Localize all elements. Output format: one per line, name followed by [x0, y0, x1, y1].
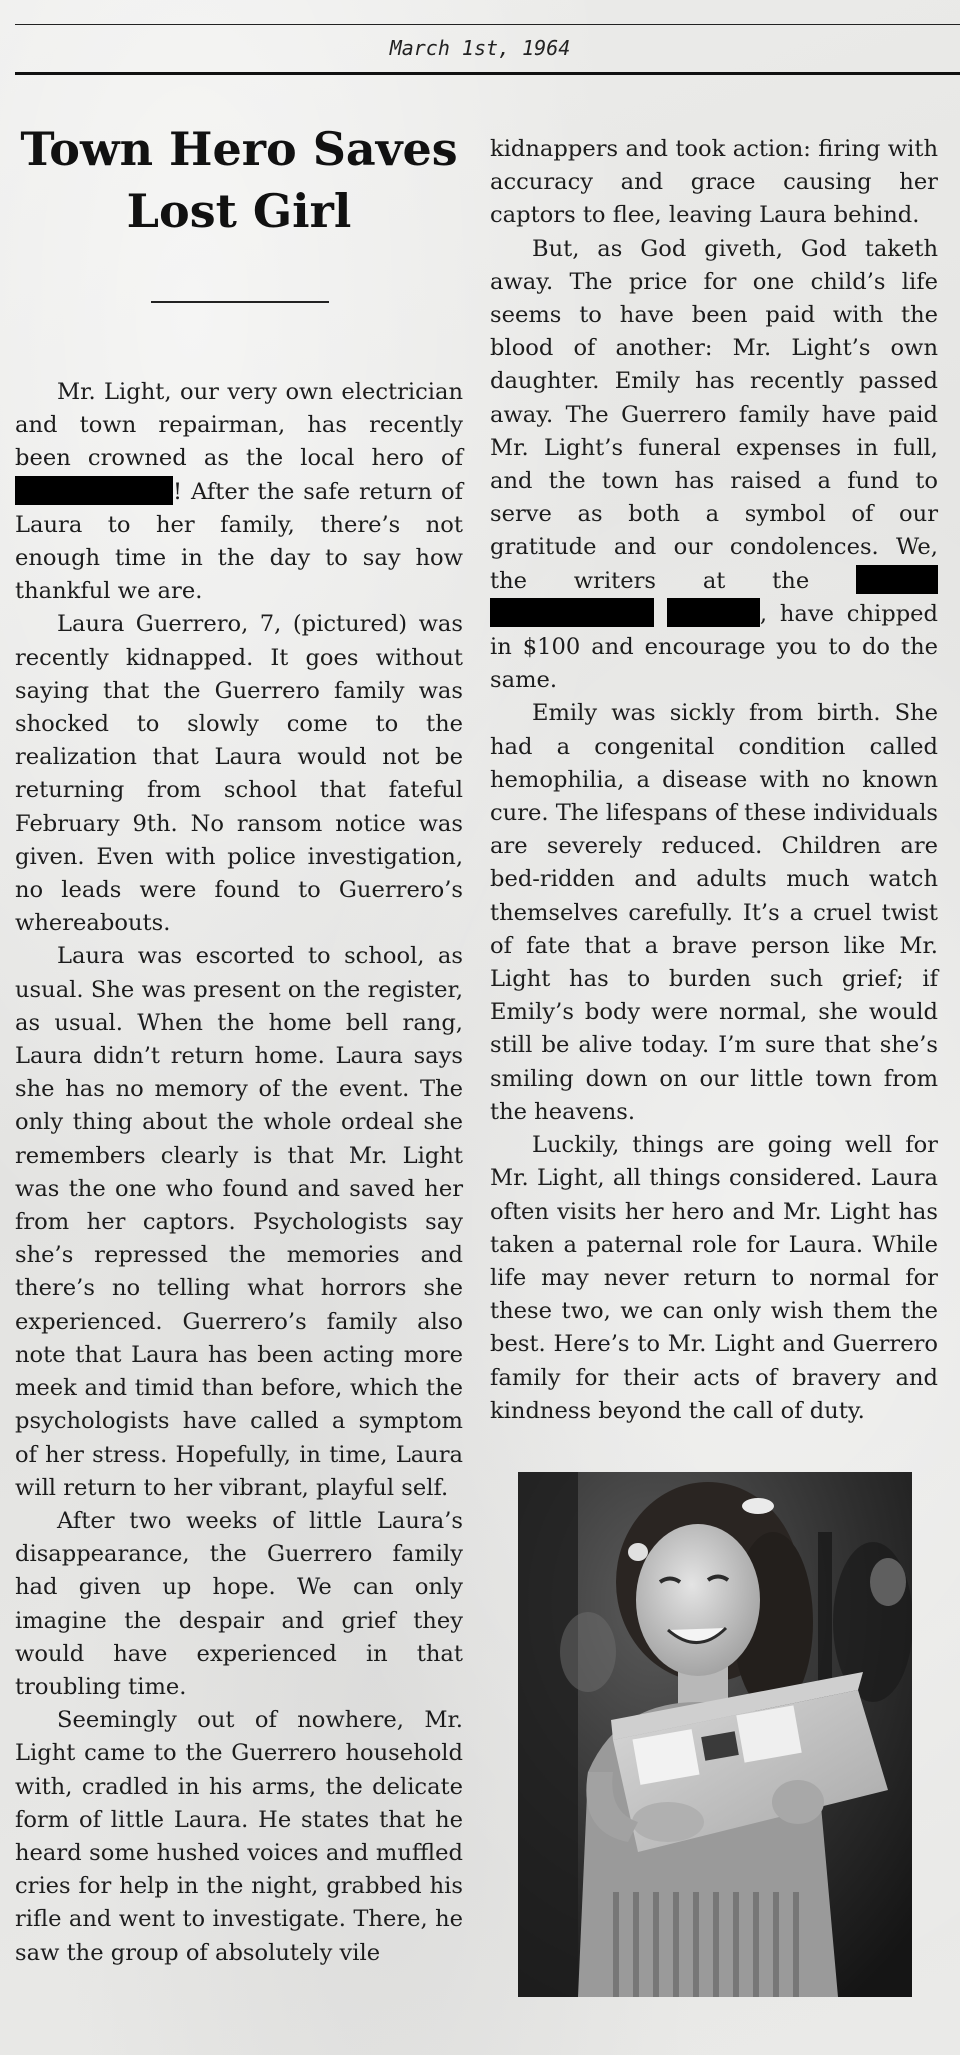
article-column-right: [490, 133, 938, 1428]
paragraph-1-part-a: Mr. Light, our very own electrician and town repairman, has recently been crowned as the local hero of: [15, 379, 463, 472]
article-paragraph-4: After two weeks of little Laura’s disappearance, the Guerrero family had given up hope. We can only imagine the despair and grief they would have experienced in that troubling time.: [15, 1507, 463, 1700]
redaction-bar: [856, 565, 938, 594]
article-paragraph-7: Emily was sickly from birth. She had a congenital condition called hemophilia, a disease with no known cure. The lifespans of these individuals are severely reduced. Children are bed-ridden and adults much watch themselves carefully. It’s a cruel twist of fate that a brave person like Mr. Light has to burden such grief; if Emily’s body were normal, she would still be alive today. I’m sure that she’s smiling down on our little town from the heavens.: [490, 700, 939, 1125]
article-paragraph-2: Laura Guerrero, 7, (pictured) was recently kidnapped. It goes without saying that the Guerrero family was shocked to slowly come to the realization that Laura would not be returning from school that fateful February 9th. No ransom notice was given. Even with police investigation, no leads were found to Guerrero’s whereabouts.: [15, 611, 463, 937]
article-paragraph-5-continued: kidnappers and took action: firing with accuracy and grace causing her captors to flee, leaving Laura behind.: [490, 136, 938, 229]
dateline: March 1st, 1964: [389, 36, 571, 60]
masthead-rule: [15, 72, 960, 75]
redaction-bar: [15, 476, 173, 505]
paragraph-6-part-a: But, as God giveth, God taketh away. The price for one child’s life seems to have been paid with the blood of another: Mr. Light’s own daughter. Emily has recently passed away. The Guerrero family have paid Mr. Light’s funeral expenses in full, and the town has raised a fund to serve as both a symbol of our gratitude and our condolences. We, the writers at the: [490, 235, 938, 594]
photo-of-laura: [518, 1472, 912, 1997]
headline: Town Hero Saves Lost Girl: [20, 122, 458, 238]
photo-illustration: [518, 1472, 912, 1997]
paragraph-1-part-b: ! After the safe return of Laura to her family, there’s not enough time in the day to say how thankful we are.: [15, 478, 463, 605]
article-paragraph-6: [490, 233, 938, 698]
headline-divider: [151, 301, 329, 303]
article-paragraph-5: Seemingly out of nowhere, Mr. Light came to the Guerrero household with, cradled in his arms, the delicate form of little Laura. He states that he heard some hushed voices and muffled cries for help in the night, grabbed his rifle and went to investigate. There, he saw the group of absolutely vile: [15, 1707, 463, 1966]
article-column-left: [15, 376, 463, 1970]
article-paragraph-8: Luckily, things are going well for Mr. Light, all things considered. Laura often visits her hero and Mr. Light has taken a paternal role for Laura. While life may never return to normal for these two, we can only wish them the best. Here’s to Mr. Light and Guerrero family for their acts of bravery and kindness beyond the call of duty.: [490, 1132, 938, 1424]
top-rule: [15, 24, 960, 25]
paragraph-6-part-b: , have chipped in $100 and encourage you to do the same.: [490, 600, 938, 694]
redaction-bar: [667, 598, 760, 627]
redaction-bar: [490, 598, 654, 627]
article-paragraph-1: [15, 376, 463, 608]
article-paragraph-3: Laura was escorted to school, as usual. She was present on the register, as usual. When the home bell rang, Laura didn’t return home. Laura says she has no memory of the event. The only thing about the whole ordeal she remembers clearly is that Mr. Light was the one who found and saved her from her captors. Psychologists say she’s repressed the memories and there’s no telling what horrors she experienced. Guerrero’s family also note that Laura has been acting more meek and timid than before, which the psychologists have called a symptom of her stress. Hopefully, in time, Laura will return to her vibrant, playful self.: [15, 943, 463, 1501]
